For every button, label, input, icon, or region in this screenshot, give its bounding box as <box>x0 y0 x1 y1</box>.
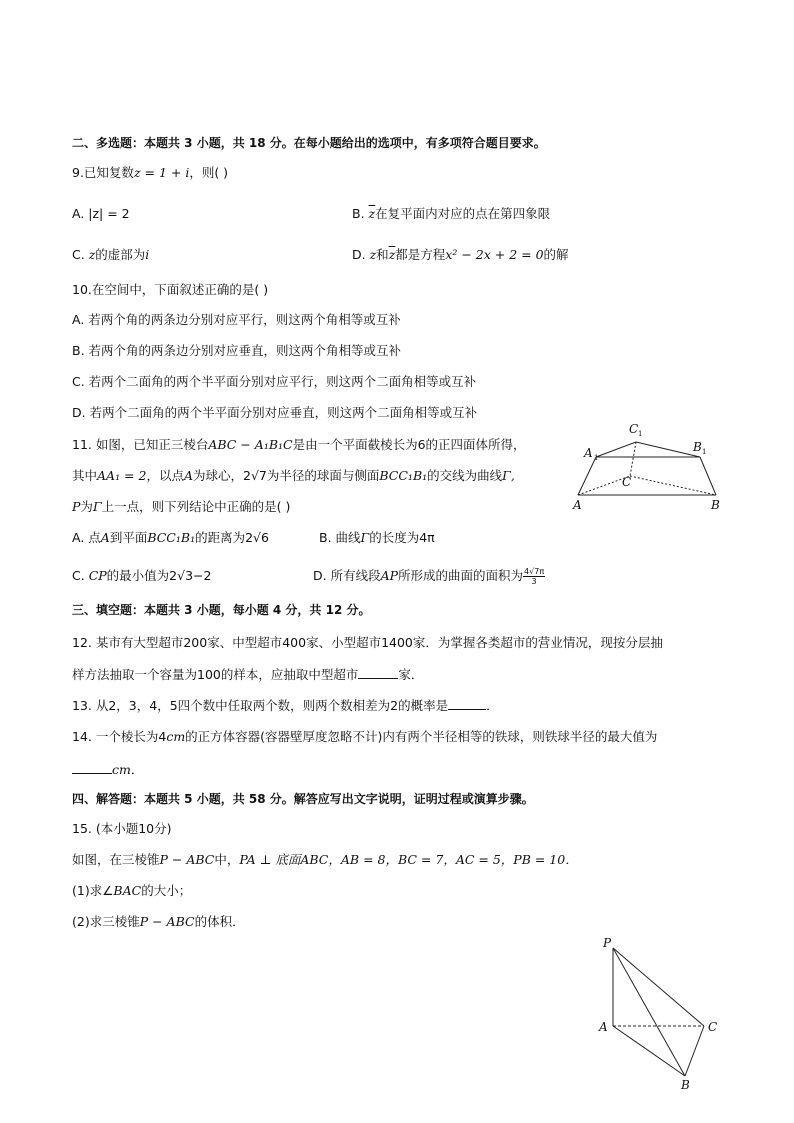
edge-c-b <box>685 1026 704 1076</box>
q9-d-eq: x² − 2x + 2 = 0 <box>445 247 544 262</box>
q11-option-b <box>319 529 435 547</box>
q14-line1b: 的正方体容器(容器壁厚度忽略不计)内有两个半径相等的铁球，则铁球半径的最大值为 <box>185 729 658 744</box>
q9-b-text: 在复平面内对应的点在第四象限 <box>375 206 551 221</box>
q11-line1 <box>72 436 526 454</box>
edge-a-b <box>613 1026 685 1076</box>
edge-p-c <box>613 948 704 1026</box>
q11-a-plane: BCC₁B₁ <box>147 530 196 545</box>
q11-d-fraction <box>523 567 545 586</box>
q9-stem-math: z = 1 + i <box>133 165 190 180</box>
q11-line1a: 11. 如图，已知正三棱台 <box>72 437 209 452</box>
label-c1: C <box>629 422 639 436</box>
q15-head: 15. (本小题10分) <box>72 821 172 836</box>
q12-line2 <box>72 665 423 684</box>
q13-tail: ． <box>486 698 499 713</box>
label-b: B <box>711 498 720 512</box>
q9-stem <box>72 164 228 182</box>
q10-option-b: B. 若两个角的两条边分别对应垂直，则这两个角相等或互补 <box>72 343 402 358</box>
edge-c1-b1 <box>636 442 700 457</box>
label-a1-sub: 1 <box>594 454 599 462</box>
q14-tail: ． <box>130 762 144 777</box>
q9-d-text2: 都是方程 <box>395 247 446 262</box>
q11-a-A: A <box>100 530 110 545</box>
q14-unit2: cm <box>112 762 131 777</box>
q11-line2b: ，以点 <box>146 468 184 483</box>
q15-p2b: 的体积． <box>194 914 245 929</box>
label-a1: A <box>584 446 593 460</box>
label-c1-sub: 1 <box>638 430 643 438</box>
q9-d-text3: 的解 <box>543 247 569 262</box>
q11-a-text2: 的距离为2√6 <box>195 530 269 545</box>
label-b1: B <box>693 440 702 454</box>
q11-d-ap: AP <box>380 568 399 583</box>
label-b: B <box>681 1078 690 1092</box>
q11-d-label: D. 所有线段 <box>313 568 381 583</box>
q14-line2 <box>72 760 143 779</box>
q11-b-text: 的长度为4π <box>369 530 435 545</box>
q15-p1b: 的大小； <box>141 883 192 898</box>
q15-p1a: (1)求∠ <box>72 883 114 898</box>
label-p: P <box>603 936 612 950</box>
q11-option-c <box>72 567 211 585</box>
q11-line3b: 为 <box>80 499 93 514</box>
q11-point-p: P <box>72 499 81 514</box>
q11-option-a <box>72 529 269 547</box>
q11-point-a: A <box>183 468 194 483</box>
q9-c-i: i <box>145 247 150 262</box>
label-c: C <box>622 475 632 489</box>
q11-c-label: C. <box>72 568 89 583</box>
edge-p-b <box>613 948 685 1076</box>
q11-aa1: AA₁ = 2 <box>97 468 147 483</box>
label-a: A <box>573 498 582 512</box>
q14-answer-blank[interactable] <box>72 760 112 774</box>
section-2-title: 二、多选题：本题共 3 小题，共 18 分。在每小题给出的选项中，有多项符合题目要求。 <box>72 136 546 150</box>
label-c: C <box>708 1020 718 1034</box>
q12-answer-blank[interactable] <box>358 665 398 679</box>
q15-pyramid2: P − ABC <box>139 914 195 929</box>
q15-pyramid-figure <box>596 933 726 1093</box>
q14-unit: cm <box>166 729 186 744</box>
q12-line2a: 样方法抽取一个容量为100的样本，应抽取中型超市 <box>72 667 359 682</box>
q11-frustum-figure <box>570 420 730 518</box>
q10-option-a: A. 若两个角的两条边分别对应平行，则这两个角相等或互补 <box>72 312 401 327</box>
q9-c-var: z <box>88 247 96 262</box>
q11-b-label: B. 曲线 <box>319 530 361 545</box>
q9-d-label: D. <box>352 247 370 262</box>
q9-d-text1: 和 <box>376 247 389 262</box>
q11-gamma2: Γ <box>92 499 102 514</box>
q11-a-label: A. 点 <box>72 530 101 545</box>
q9-option-c <box>72 246 149 264</box>
q9-d-z: z <box>369 247 377 262</box>
q11-a-text1: 到平面 <box>109 530 148 545</box>
q10-option-d: D. 若两个二面角的两个半平面分别对应垂直，则这两个二面角相等或互补 <box>72 405 478 420</box>
q13-text: 13. 从2，3，4，5四个数中任取两个数，则两个数相差为2的概率是 <box>72 698 449 713</box>
q11-line1b: 是由一个平面截棱长为6的正四面体所得， <box>292 437 526 452</box>
q10-option-c: C. 若两个二面角的两个半平面分别对应平行，则这两个二面角相等或互补 <box>72 374 477 389</box>
q12-line2b: 家． <box>398 667 424 682</box>
q9-c-label: C. <box>72 247 89 262</box>
section-3-title: 三、填空题：本题共 3 小题，每小题 4 分，共 12 分。 <box>72 603 371 617</box>
q10-stem: 10.在空间中，下面叙述正确的是( ) <box>72 282 269 297</box>
label-a: A <box>599 1020 608 1034</box>
q11-line2d: 为球心，2√7为半径的球面与侧面 <box>193 468 380 483</box>
q13-line <box>72 696 499 715</box>
q14-line1a: 14. 一个棱长为4 <box>72 729 167 744</box>
q13-answer-blank[interactable] <box>448 696 486 710</box>
q14-line1 <box>72 728 657 746</box>
q9-option-d <box>352 246 569 264</box>
q9-d-zbar: $\overline{z}$ <box>388 247 396 262</box>
q9-option-b <box>352 205 550 223</box>
q11-face: BCC₁B₁ <box>379 468 428 483</box>
q11-line3d: 上一点，则下列结论中正确的是( ) <box>101 499 291 514</box>
q11-b-gamma: Γ <box>360 530 370 545</box>
q9-b-label: B. <box>352 206 369 221</box>
q11-frustum: ABC − A₁B₁C <box>208 437 293 452</box>
label-b1-sub: 1 <box>702 448 707 456</box>
q11-gamma: Γ, <box>502 468 515 483</box>
q11-line2 <box>72 467 515 485</box>
q15-stem-a: 如图，在三棱锥 <box>72 852 160 867</box>
q9-option-a: A. |z| = 2 <box>72 206 130 221</box>
q15-p2a: (2)求三棱锥 <box>72 914 140 929</box>
q11-c-cp: CP <box>88 568 107 583</box>
q15-part2 <box>72 913 245 931</box>
q15-stem-b: 中， <box>214 852 240 867</box>
section-4-title: 四、解答题：本题共 5 小题，共 58 分。解答应写出文字说明，证明过程或演算步骤。 <box>72 792 534 806</box>
q15-angle: BAC <box>113 883 142 898</box>
edge-a1-c1 <box>596 442 636 457</box>
q15-part1 <box>72 882 191 900</box>
q9-b-conj: $\overline{z}$ <box>368 206 376 221</box>
q11-option-d <box>313 567 545 586</box>
edge-c1-c-hidden <box>630 442 636 476</box>
q11-d-text: 所形成的曲面的面积为 <box>398 568 524 583</box>
q9-c-text: 的虚部为 <box>95 247 146 262</box>
edge-b1-b <box>700 457 716 495</box>
q9-stem-tail: ，则( ) <box>189 165 229 180</box>
q11-line3 <box>72 498 290 516</box>
q15-pyramid: P − ABC <box>159 852 215 867</box>
edge-c-b-hidden <box>630 476 716 495</box>
q15-conditions: PA ⊥ 底面ABC，AB = 8，BC = 7，AC = 5，PB = 10． <box>239 852 578 867</box>
q11-c-text: 的最小值为2√3−2 <box>106 568 212 583</box>
q11-line2a: 其中 <box>72 468 98 483</box>
q15-stem <box>72 851 578 869</box>
q11-d-numerator: 4√7π <box>524 567 545 576</box>
q9-stem-text: 9.已知复数 <box>72 165 134 180</box>
q11-d-denominator: 3 <box>531 577 537 586</box>
q12-line1: 12. 某市有大型超市200家、中型超市400家、小型超市1400家．为掌握各类超市的营业情况，现按分层抽 <box>72 635 663 650</box>
q11-line2f: 的交线为曲线 <box>427 468 503 483</box>
